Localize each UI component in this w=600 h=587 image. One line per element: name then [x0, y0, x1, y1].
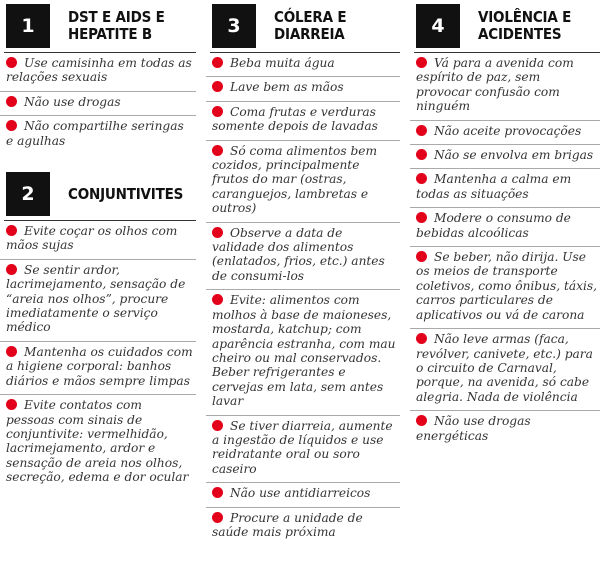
section-header: [0, 168, 196, 220]
tip-item: [206, 53, 400, 77]
tip-item: [410, 121, 600, 145]
bullet-dot-icon: [6, 346, 17, 357]
tip-item: [0, 116, 196, 154]
tip-item: [0, 395, 196, 490]
bullet-dot-icon: [212, 487, 223, 498]
tip-text: Só coma alimentos bem cozidos, principalmente frutos do mar (ostras, caranguejos, lambretas e outros): [212, 143, 378, 216]
tip-item: [206, 416, 400, 484]
section-title-line: DIARREIA: [274, 25, 345, 43]
column-left: [0, 0, 196, 491]
tip-item: [410, 247, 600, 329]
tip-text: Se sentir ardor, lacrimejamento, sensação de “areia nos olhos”, procure imediatamente o serviço médico: [6, 262, 186, 335]
tip-text: Observe a data de validade dos alimentos (enlatados, frios, etc.) antes de consumi-los: [212, 225, 385, 283]
section-number-badge: 3: [212, 4, 256, 48]
bullet-dot-icon: [416, 251, 427, 262]
bullet-dot-icon: [416, 149, 427, 160]
bullet-dot-icon: [212, 512, 223, 523]
section-title-line: CONJUNTIVITES: [68, 184, 184, 203]
section-title: [478, 9, 571, 43]
tip-item: [206, 508, 400, 546]
section-number-badge: 4: [416, 4, 460, 48]
tip-item: [410, 411, 600, 449]
tip-item: [0, 260, 196, 342]
bullet-dot-icon: [416, 415, 427, 426]
tip-item: [0, 53, 196, 92]
section-title-line: CÓLERA E: [274, 8, 347, 26]
section-dst-aids: [0, 0, 196, 154]
bullet-dot-icon: [416, 333, 427, 344]
bullet-dot-icon: [6, 399, 17, 410]
bullet-dot-icon: [6, 120, 17, 131]
section-title: [68, 186, 183, 203]
section-title: [274, 9, 346, 43]
tip-text: Use camisinha em todas as relações sexuais: [6, 56, 192, 85]
tip-text: Evite coçar os olhos com mãos sujas: [6, 224, 178, 253]
bullet-dot-icon: [416, 125, 427, 136]
tip-text: Mantenha a calma em todas as situações: [416, 172, 572, 201]
section-violencia-acidentes: [410, 0, 600, 449]
section-conjuntivites: [0, 168, 196, 491]
bullet-dot-icon: [212, 294, 223, 305]
tip-text: Vá para a avenida com espírito de paz, sem provocar confusão com ninguém: [416, 56, 574, 114]
column-right: [410, 0, 600, 449]
tips-list: [0, 221, 196, 491]
bullet-dot-icon: [212, 57, 223, 68]
tip-text: Não compartilhe seringas e agulhas: [6, 119, 184, 148]
tip-text: Não use antidiarreicos: [230, 486, 371, 501]
section-colera-diarreia: [206, 0, 400, 545]
tips-list: [410, 53, 600, 449]
section-title-line: DST E AIDS E: [68, 8, 165, 26]
tip-item: [206, 483, 400, 507]
section-title-line: VIOLÊNCIA E: [478, 8, 572, 26]
tip-text: Evite: alimentos com molhos à base de maioneses, mostarda, katchup; com aparência estranha, com mau cheiro ou mal conservados. Beber refrigerantes e cervejas em lata, sem antes lavar: [212, 293, 396, 409]
tip-text: Se tiver diarreia, aumente a ingestão de líquidos e use reidratante oral ou soro caseiro: [212, 418, 393, 476]
tips-list: [0, 53, 196, 154]
tip-item: [410, 53, 600, 121]
section-number-badge: 2: [6, 172, 50, 216]
section-title-line: HEPATITE B: [68, 25, 152, 43]
bullet-dot-icon: [212, 227, 223, 238]
tip-text: Mantenha os cuidados com a higiene corporal: banhos diários e mãos sempre limpas: [6, 344, 193, 388]
tip-text: Evite contatos com pessoas com sinais de conjuntivite: vermelhidão, lacrimejamento, ardor e sensação de areia nos olhos, secreção, edema e dor ocular: [6, 398, 189, 485]
bullet-dot-icon: [416, 57, 427, 68]
tip-item: [410, 208, 600, 247]
bullet-dot-icon: [212, 81, 223, 92]
tip-item: [410, 169, 600, 208]
tip-item: [206, 141, 400, 223]
section-title: [68, 9, 165, 43]
bullet-dot-icon: [212, 106, 223, 117]
tip-item: [206, 77, 400, 101]
tip-text: Lave bem as mãos: [230, 80, 344, 95]
section-header: [206, 0, 400, 52]
tip-text: Procure a unidade de saúde mais próxima: [212, 510, 363, 539]
tip-text: Não aceite provocações: [434, 123, 582, 138]
tip-text: Não use drogas: [24, 94, 121, 109]
tip-text: Se beber, não dirija. Use os meios de transporte coletivos, como ônibus, táxis, carros particulares de aplicativos ou vá de carona: [416, 250, 598, 322]
section-header: [410, 0, 600, 52]
bullet-dot-icon: [6, 225, 17, 236]
tip-item: [0, 221, 196, 260]
tips-list: [206, 53, 400, 545]
section-title-line: ACIDENTES: [478, 25, 562, 43]
tip-text: Não leve armas (faca, revólver, canivete, etc.) para o circuito de Carnaval, porque, na avenida, só cabe alegria. Nada de violência: [416, 332, 593, 404]
tip-text: Não se envolva em brigas: [434, 148, 594, 163]
bullet-dot-icon: [6, 264, 17, 275]
bullet-dot-icon: [6, 57, 17, 68]
tip-item: [206, 102, 400, 141]
tip-item: [410, 329, 600, 411]
bullet-dot-icon: [212, 420, 223, 431]
tip-text: Modere o consumo de bebidas alcoólicas: [416, 211, 571, 240]
tip-text: Coma frutas e verduras somente depois de lavadas: [212, 104, 378, 134]
section-header: [0, 0, 196, 52]
bullet-dot-icon: [416, 212, 427, 223]
column-middle: [206, 0, 400, 545]
bullet-dot-icon: [6, 96, 17, 107]
tip-text: Não use drogas energéticas: [416, 414, 531, 443]
tip-item: [206, 290, 400, 415]
tip-text: Beba muita água: [230, 56, 335, 70]
bullet-dot-icon: [212, 145, 223, 156]
bullet-dot-icon: [416, 173, 427, 184]
tip-item: [0, 92, 196, 116]
section-number-badge: 1: [6, 4, 50, 48]
tip-item: [0, 342, 196, 395]
tip-item: [410, 145, 600, 169]
tip-item: [206, 223, 400, 291]
